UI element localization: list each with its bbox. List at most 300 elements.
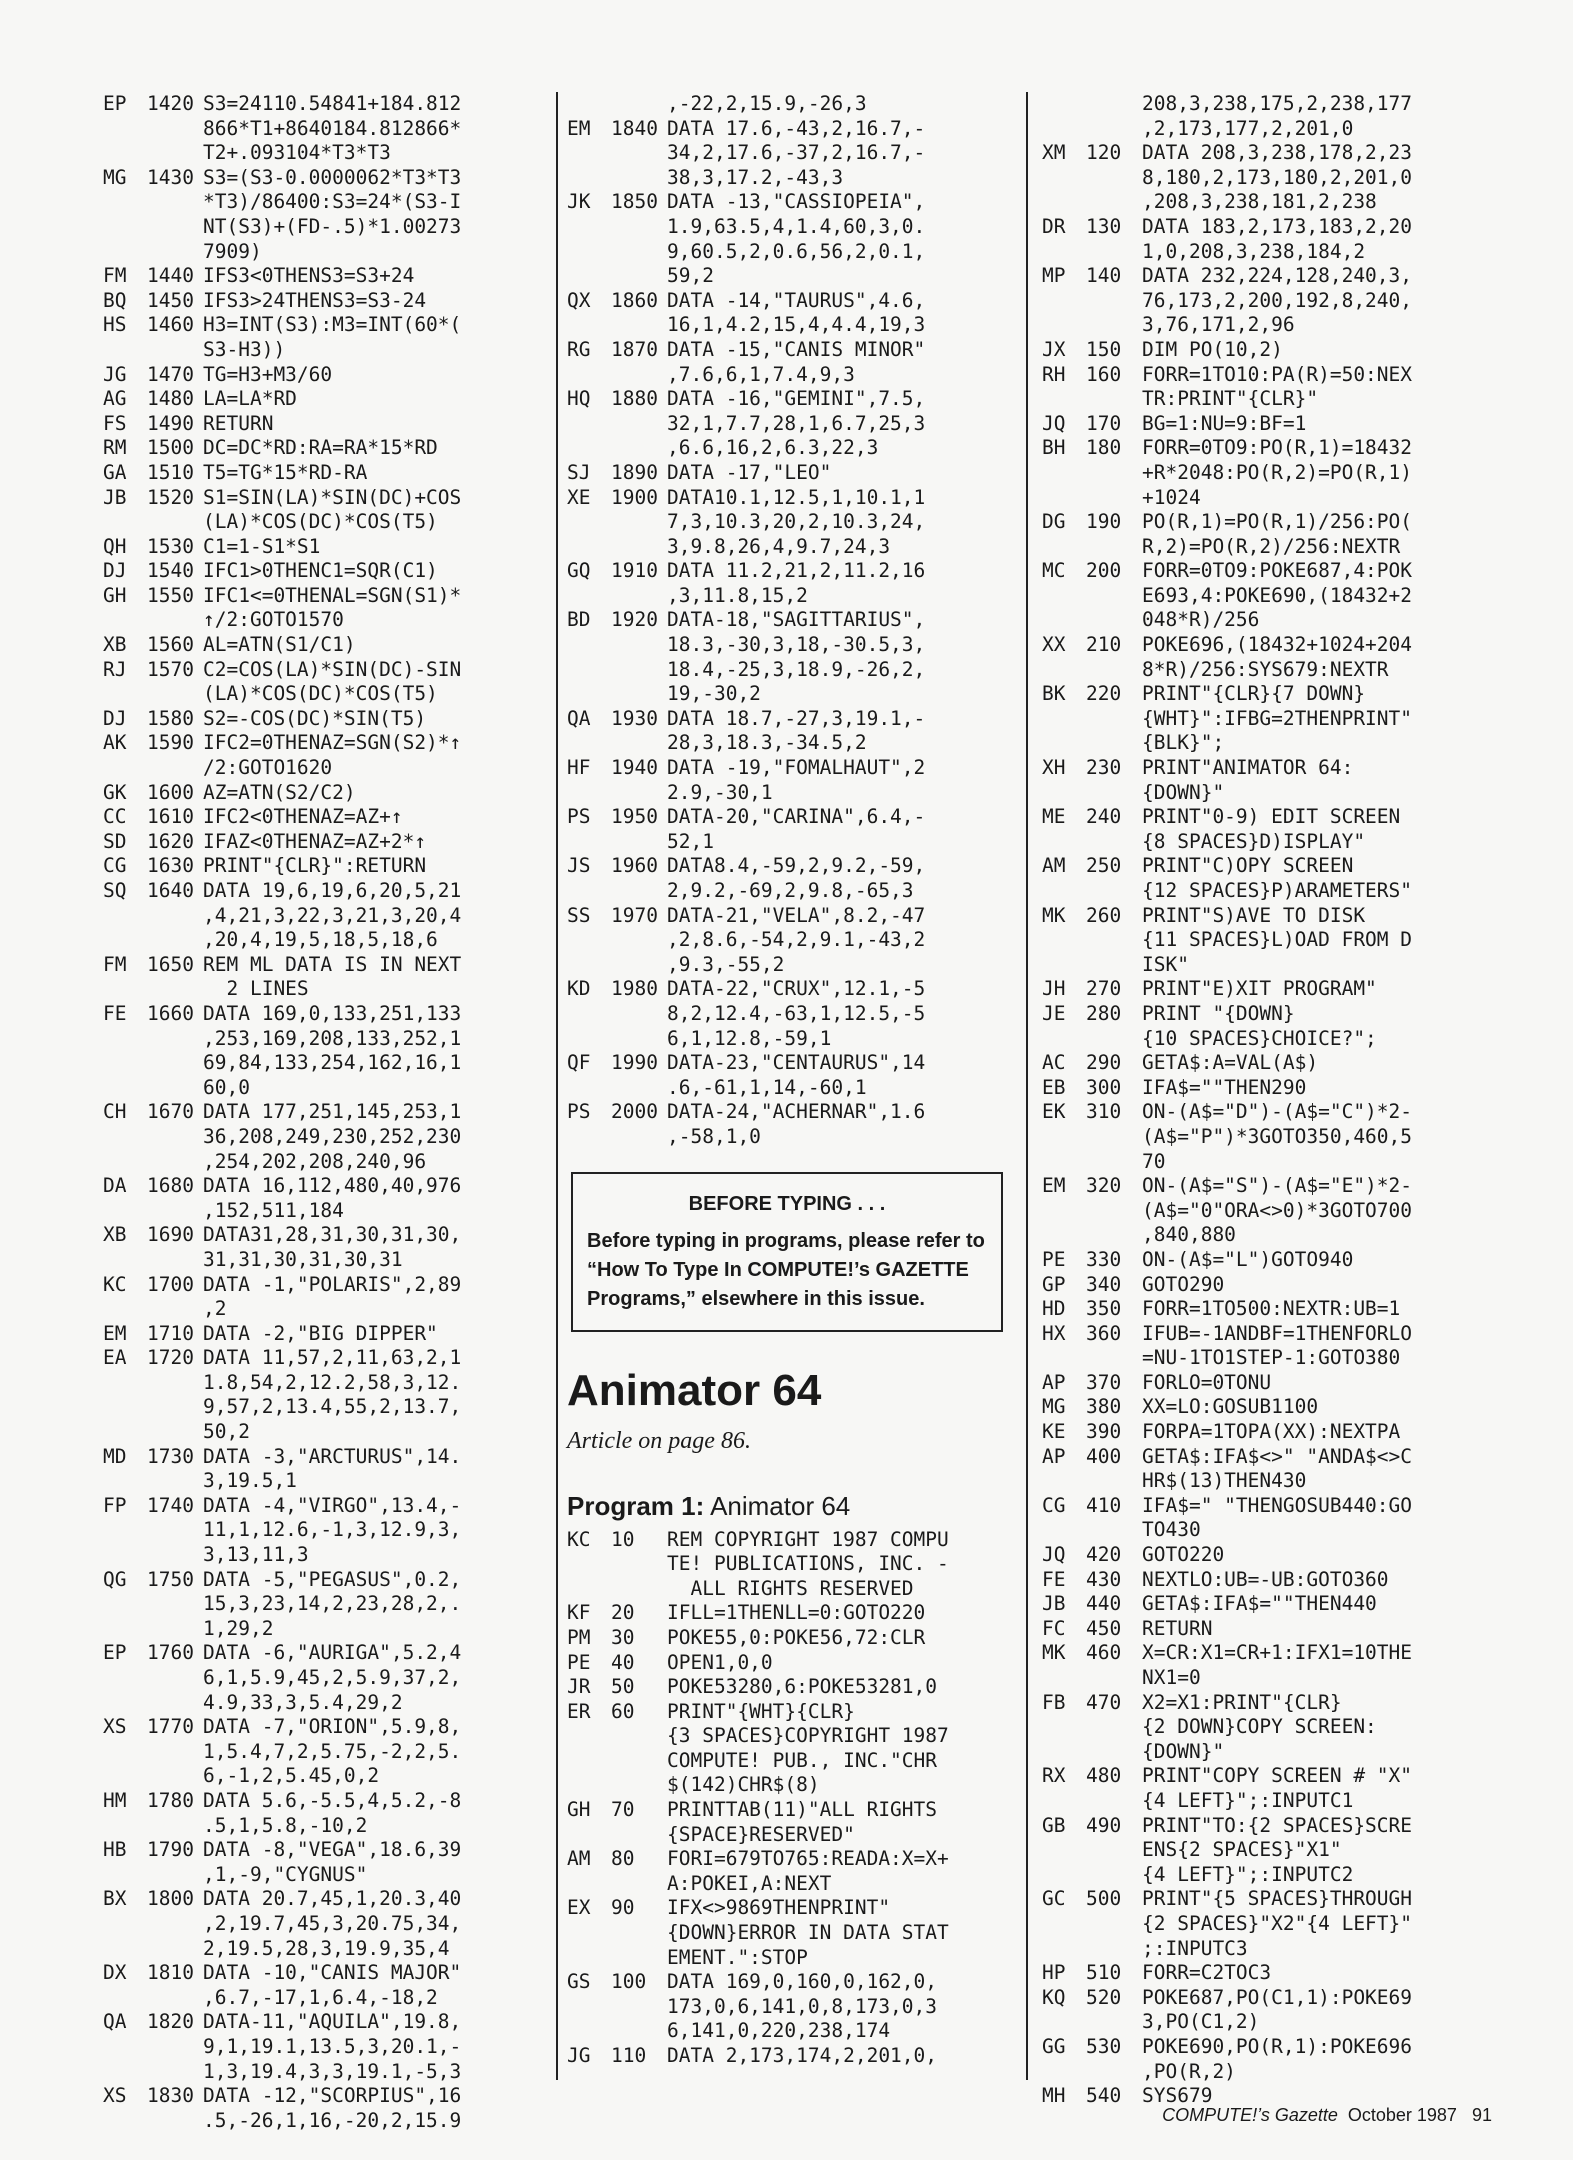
- code-line: [567, 141, 1012, 166]
- checksum: XX: [1042, 633, 1066, 657]
- code-line: [103, 1027, 548, 1052]
- line-number: [1086, 92, 1142, 117]
- code-line: [567, 2044, 1012, 2069]
- code-line: [1042, 633, 1487, 658]
- line-number: 1960: [611, 854, 658, 878]
- code-line: [567, 338, 1012, 363]
- code-line: [1042, 1100, 1487, 1125]
- line-number: [1086, 2010, 1142, 2035]
- code-line: [103, 240, 548, 265]
- checksum: [567, 1552, 611, 1577]
- checksum: [103, 1617, 147, 1642]
- line-number: [1086, 1937, 1142, 1962]
- line-number: [1086, 387, 1142, 412]
- code-line: [103, 584, 548, 609]
- code-line: [103, 1395, 548, 1420]
- code-text: S1=SIN(LA)*SIN(DC)+COS: [203, 485, 462, 509]
- checksum: [1042, 387, 1086, 412]
- line-number: [611, 264, 667, 289]
- code-text: TO430: [1142, 1518, 1201, 1542]
- code-text: 52,1: [667, 829, 714, 853]
- code-line: [1042, 1592, 1487, 1617]
- line-number: 1770: [147, 1715, 194, 1739]
- line-number: 150: [1086, 337, 1122, 361]
- code-text: PRINT"{CLR}{7 DOWN}: [1142, 682, 1366, 706]
- line-number: 400: [1086, 1444, 1122, 1468]
- code-text: DATA -12,"SCORPIUS",16: [203, 2084, 462, 2108]
- checksum: [103, 117, 147, 142]
- line-number: [611, 412, 667, 437]
- checksum: [1042, 1838, 1086, 1863]
- code-line: [1042, 1223, 1487, 1248]
- checksum: GA: [103, 460, 127, 484]
- code-text: X2=X1:PRINT"{CLR}: [1142, 1690, 1342, 1714]
- code-line: [567, 830, 1012, 855]
- checksum: [1042, 486, 1086, 511]
- code-text: {11 SPACES}L)OAD FROM D: [1142, 928, 1413, 952]
- line-number: 1500: [147, 436, 194, 460]
- checksum: KQ: [1042, 1985, 1066, 2009]
- checksum: [1042, 2060, 1086, 2085]
- line-number: [1086, 461, 1142, 486]
- code-text: 34,2,17.6,-37,2,16.7,-: [667, 141, 926, 165]
- code-text: 866*T1+8640184.812866*: [203, 116, 462, 140]
- code-text: PRINT"COPY SCREEN # "X": [1142, 1764, 1413, 1788]
- line-number: [1086, 731, 1142, 756]
- checksum: EX: [567, 1896, 591, 1920]
- code-line: [1042, 2010, 1487, 2035]
- code-text: DATA -8,"VEGA",18.6,39: [203, 1838, 462, 1862]
- code-text: POKE55,0:POKE56,72:CLR: [667, 1625, 926, 1649]
- code-line: [103, 1322, 548, 1347]
- line-number: [147, 338, 203, 363]
- code-text: PRINT"0-9) EDIT SCREEN: [1142, 805, 1401, 829]
- code-text: POKE690,PO(R,1):POKE696: [1142, 2034, 1413, 2058]
- code-line: [1042, 805, 1487, 830]
- code-text: ,6.7,-17,1,6.4,-18,2: [203, 1985, 438, 2009]
- code-line: [1042, 904, 1487, 929]
- line-number: 1630: [147, 854, 194, 878]
- checksum: XM: [1042, 141, 1066, 165]
- code-text: DATA 20.7,45,1,20.3,40: [203, 1887, 462, 1911]
- code-text: {10 SPACES}CHOICE?";: [1142, 1026, 1377, 1050]
- checksum: [1042, 608, 1086, 633]
- checksum: GS: [567, 1970, 591, 1994]
- code-text: ,2,173,177,2,201,0: [1142, 116, 1354, 140]
- code-line: [103, 215, 548, 240]
- line-number: 70: [611, 1798, 635, 1822]
- code-line: [1042, 289, 1487, 314]
- code-text: RETURN: [203, 411, 274, 435]
- code-line: [1042, 1174, 1487, 1199]
- code-text: DATA -1,"POLARIS",2,89: [203, 1272, 462, 1296]
- code-text: DATA-11,"AQUILA",19.8,: [203, 2010, 462, 2034]
- checksum: [103, 2109, 147, 2134]
- code-line: [103, 1912, 548, 1937]
- checksum: HB: [103, 1838, 127, 1862]
- line-number: [611, 1921, 667, 1946]
- code-text: NX1=0: [1142, 1666, 1201, 1689]
- code-text: DATA -2,"BIG DIPPER": [203, 1321, 438, 1345]
- line-number: [611, 1749, 667, 1774]
- code-line: [1042, 1125, 1487, 1150]
- checksum: JG: [103, 362, 127, 386]
- line-number: 20: [611, 1601, 635, 1625]
- code-line: [567, 387, 1012, 412]
- checksum: GQ: [567, 559, 591, 583]
- listing-column-1: [103, 92, 548, 2132]
- checksum: MC: [1042, 559, 1066, 583]
- line-number: 1990: [611, 1051, 658, 1075]
- checksum: GP: [1042, 1272, 1066, 1296]
- code-line: [567, 977, 1012, 1002]
- code-line: [1042, 313, 1487, 338]
- checksum: EM: [1042, 1174, 1066, 1198]
- code-line: [103, 1346, 548, 1371]
- line-number: 420: [1086, 1543, 1122, 1567]
- code-line: [567, 756, 1012, 781]
- column-rule-2: [1026, 92, 1028, 2080]
- code-text: FORR=C2TOC3: [1142, 1961, 1272, 1985]
- code-line: [567, 1970, 1012, 1995]
- code-line: [567, 658, 1012, 683]
- code-line: [567, 412, 1012, 437]
- code-text: 59,2: [667, 264, 714, 288]
- line-number: [611, 1002, 667, 1027]
- checksum: [103, 1592, 147, 1617]
- checksum: JQ: [1042, 411, 1066, 435]
- checksum: JS: [567, 854, 591, 878]
- line-number: 220: [1086, 682, 1122, 706]
- code-text: DATA -13,"CASSIOPEIA",: [667, 190, 926, 214]
- checksum: JX: [1042, 337, 1066, 361]
- code-text: 6,1,5.9,45,2,5.9,37,2,: [203, 1666, 462, 1689]
- line-number: 510: [1086, 1961, 1122, 1985]
- checksum: [567, 1002, 611, 1027]
- line-number: 390: [1086, 1420, 1122, 1444]
- checksum: [103, 1420, 147, 1445]
- checksum: [103, 1740, 147, 1765]
- checksum: FS: [103, 411, 127, 435]
- line-number: [611, 830, 667, 855]
- checksum: [103, 1199, 147, 1224]
- code-line: [567, 1002, 1012, 1027]
- checksum: [103, 338, 147, 363]
- code-text: ON-(A$="D")-(A$="C")*2-: [1142, 1100, 1413, 1124]
- line-number: 1530: [147, 534, 194, 558]
- code-line: [103, 313, 548, 338]
- checksum: EA: [103, 1346, 127, 1370]
- code-text: 3,9.8,26,4,9.7,24,3: [667, 534, 891, 558]
- code-text: 1.9,63.5,4,1.4,60,3,0.: [667, 214, 926, 238]
- code-line: [567, 486, 1012, 511]
- checksum: [567, 584, 611, 609]
- checksum: [1042, 1150, 1086, 1175]
- line-number: [1086, 1346, 1142, 1371]
- checksum: [567, 412, 611, 437]
- code-text: PRINT "{DOWN}: [1142, 1001, 1295, 1025]
- code-text: PRINT"S)AVE TO DISK: [1142, 903, 1366, 927]
- code-text: DC=DC*RD:RA=RA*15*RD: [203, 436, 438, 460]
- line-number: [611, 510, 667, 535]
- code-line: [1042, 510, 1487, 535]
- code-line: [1042, 215, 1487, 240]
- notice-title: BEFORE TYPING . . .: [688, 1192, 886, 1215]
- page-footer: [1162, 2105, 1492, 2126]
- line-number: 1720: [147, 1346, 194, 1370]
- code-text: TR:PRINT"{CLR}": [1142, 387, 1319, 411]
- checksum: [1042, 658, 1086, 683]
- code-text: DATA -7,"ORION",5.9,8,: [203, 1715, 462, 1739]
- code-text: IFS3<0THENS3=S3+24: [203, 264, 415, 288]
- line-number: 490: [1086, 1813, 1122, 1837]
- code-line: [567, 854, 1012, 879]
- line-number: 1580: [147, 706, 194, 730]
- code-line: [103, 1248, 548, 1273]
- line-number: [1086, 1150, 1142, 1175]
- line-number: [1086, 1715, 1142, 1740]
- line-number: [611, 141, 667, 166]
- code-text: S3=24110.54841+184.812: [203, 92, 462, 115]
- code-line: [567, 535, 1012, 560]
- checksum: KE: [1042, 1420, 1066, 1444]
- code-line: [1042, 953, 1487, 978]
- program-name: Animator 64: [710, 1490, 851, 1521]
- code-text: DATA-21,"VELA",8.2,-47: [667, 903, 926, 927]
- code-text: 1,3,19.4,3,3,19.1,-5,3: [203, 2059, 462, 2083]
- code-text: FORR=0TO9:POKE687,4:POK: [1142, 559, 1413, 583]
- checksum: DJ: [103, 559, 127, 583]
- checksum: [103, 215, 147, 240]
- line-number: 470: [1086, 1690, 1122, 1714]
- line-number: 170: [1086, 411, 1122, 435]
- code-text: ↑/2:GOTO1570: [203, 608, 344, 632]
- line-number: [1086, 166, 1142, 191]
- code-text: REM COPYRIGHT 1987 COMPU: [667, 1527, 949, 1551]
- line-number: 1900: [611, 485, 658, 509]
- line-number: 250: [1086, 854, 1122, 878]
- checksum: PM: [567, 1625, 591, 1649]
- checksum: XS: [103, 1715, 127, 1739]
- line-number: [1086, 1469, 1142, 1494]
- code-text: 3,PO(C1,2): [1142, 2010, 1260, 2034]
- line-number: [611, 436, 667, 461]
- line-number: 230: [1086, 756, 1122, 780]
- line-number: [1086, 2060, 1142, 2085]
- code-line: [103, 363, 548, 388]
- code-line: [103, 756, 548, 781]
- checksum: RM: [103, 436, 127, 460]
- code-text: PRINT"{CLR}":RETURN: [203, 854, 427, 878]
- code-line: [1042, 363, 1487, 388]
- checksum: [1042, 1346, 1086, 1371]
- code-text: ,253,169,208,133,252,1: [203, 1026, 462, 1050]
- line-number: [147, 1518, 203, 1543]
- line-number: 100: [611, 1970, 647, 1994]
- notice-body: Before typing in programs, please refer to “How To Type In COMPUTE!’s GAZETTE Programs,” elsewhere in this issue.: [587, 1229, 985, 1310]
- checksum: [567, 633, 611, 658]
- line-number: [147, 1617, 203, 1642]
- program-heading: [567, 1491, 1012, 1522]
- line-number: [147, 1297, 203, 1322]
- code-text: 208,3,238,175,2,238,177: [1142, 92, 1413, 115]
- code-text: GOTO290: [1142, 1272, 1225, 1296]
- checksum: JK: [567, 190, 591, 214]
- checksum: [567, 166, 611, 191]
- line-number: 520: [1086, 1985, 1122, 2009]
- code-line: [1042, 1617, 1487, 1642]
- code-text: ,-58,1,0: [667, 1124, 761, 1148]
- line-number: 1520: [147, 485, 194, 509]
- checksum: [567, 313, 611, 338]
- code-line: [1042, 461, 1487, 486]
- code-text: 3,76,171,2,96: [1142, 313, 1295, 337]
- line-number: 500: [1086, 1887, 1122, 1911]
- checksum: MP: [1042, 264, 1066, 288]
- checksum: FE: [1042, 1567, 1066, 1591]
- code-text: OPEN1,0,0: [667, 1650, 773, 1674]
- line-number: 1690: [147, 1223, 194, 1247]
- code-text: A:POKEI,A:NEXT: [667, 1871, 832, 1895]
- listing-column-3: [1042, 92, 1487, 2108]
- code-text: HR$(13)THEN430: [1142, 1469, 1307, 1493]
- code-text: IFA$=""THEN290: [1142, 1075, 1307, 1099]
- line-number: [611, 1577, 667, 1602]
- checksum: BK: [1042, 682, 1066, 706]
- code-text: DATA -15,"CANIS MINOR": [667, 337, 926, 361]
- checksum: JB: [103, 485, 127, 509]
- line-number: [147, 1740, 203, 1765]
- code-line: [103, 1051, 548, 1076]
- checksum: FB: [1042, 1690, 1066, 1714]
- line-number: 270: [1086, 977, 1122, 1001]
- code-text: TE! PUBLICATIONS, INC. -: [667, 1552, 949, 1576]
- checksum: [1042, 1125, 1086, 1150]
- line-number: [611, 658, 667, 683]
- line-number: 1420: [147, 92, 194, 115]
- line-number: [147, 1764, 203, 1789]
- code-text: 2,19.5,28,3,19.9,35,4: [203, 1936, 450, 1960]
- code-line: [103, 1666, 548, 1691]
- checksum: BD: [567, 608, 591, 632]
- code-line: [567, 264, 1012, 289]
- code-text: ENS{2 SPACES}"X1": [1142, 1838, 1342, 1862]
- page-number: 91: [1471, 2105, 1492, 2125]
- code-line: [1042, 781, 1487, 806]
- checksum: ER: [567, 1699, 591, 1723]
- checksum: [1042, 1789, 1086, 1814]
- checksum: [567, 363, 611, 388]
- code-line: [567, 510, 1012, 535]
- code-line: [103, 731, 548, 756]
- line-number: [611, 1552, 667, 1577]
- code-line: [1042, 1666, 1487, 1691]
- line-number: 1430: [147, 165, 194, 189]
- line-number: 80: [611, 1847, 635, 1871]
- code-line: [1042, 1445, 1487, 1470]
- code-line: [567, 1125, 1012, 1150]
- code-line: [1042, 1961, 1487, 1986]
- code-text: POKE687,PO(C1,1):POKE69: [1142, 1985, 1413, 2009]
- checksum: [103, 1691, 147, 1716]
- code-text: DATA 18.7,-27,3,19.1,-: [667, 706, 926, 730]
- code-text: 18.3,-30,3,18,-30.5,3,: [667, 633, 926, 657]
- line-number: [611, 166, 667, 191]
- code-text: 1,29,2: [203, 1616, 274, 1640]
- line-number: [147, 1125, 203, 1150]
- code-line: [103, 461, 548, 486]
- code-text: ,840,880: [1142, 1223, 1236, 1247]
- line-number: [1086, 240, 1142, 265]
- code-text: 2 LINES: [203, 977, 309, 1001]
- code-line: [567, 633, 1012, 658]
- code-line: [567, 166, 1012, 191]
- checksum: EM: [103, 1321, 127, 1345]
- code-text: 173,0,6,141,0,8,173,0,3: [667, 1994, 938, 2018]
- checksum: [103, 1518, 147, 1543]
- checksum: [567, 510, 611, 535]
- line-number: 1850: [611, 190, 658, 214]
- article-subtitle: Article on page 86.: [567, 1427, 751, 1454]
- code-text: PRINT"{5 SPACES}THROUGH: [1142, 1887, 1413, 1911]
- checksum: [1042, 1469, 1086, 1494]
- checksum: AG: [103, 387, 127, 411]
- line-number: 1910: [611, 559, 658, 583]
- checksum: [567, 264, 611, 289]
- line-number: 410: [1086, 1493, 1122, 1517]
- line-number: [147, 1912, 203, 1937]
- checksum: KC: [567, 1527, 591, 1551]
- code-text: POKE696,(18432+1024+204: [1142, 633, 1413, 657]
- code-text: H3=INT(S3):M3=INT(60*(: [203, 313, 462, 337]
- line-number: [611, 1872, 667, 1897]
- checksum: CH: [103, 1100, 127, 1124]
- code-line: [1042, 1838, 1487, 1863]
- code-line: [1042, 2060, 1487, 2085]
- checksum: [567, 1749, 611, 1774]
- line-number: [147, 240, 203, 265]
- code-text: DATA 5.6,-5.5,4,5.2,-8: [203, 1788, 462, 1812]
- code-text: .5,-26,1,16,-20,2,15.9: [203, 2108, 462, 2132]
- code-line: [103, 682, 548, 707]
- code-text: 60,0: [203, 1075, 250, 1099]
- code-text: DATA -5,"PEGASUS",0.2,: [203, 1567, 462, 1591]
- code-text: 7909): [203, 239, 262, 263]
- issue-date: October 1987: [1347, 2105, 1457, 2125]
- code-text: ON-(A$="S")-(A$="E")*2-: [1142, 1174, 1413, 1198]
- code-line: [103, 1543, 548, 1568]
- code-line: [103, 805, 548, 830]
- code-line: [103, 190, 548, 215]
- code-text: DATA -4,"VIRGO",13.4,-: [203, 1493, 462, 1517]
- line-number: [611, 953, 667, 978]
- line-number: 1590: [147, 731, 194, 755]
- code-line: [567, 707, 1012, 732]
- code-line: [103, 1494, 548, 1519]
- code-text: IFC2<0THENAZ=AZ+↑: [203, 805, 403, 829]
- checksum: HD: [1042, 1297, 1066, 1321]
- line-number: [147, 2109, 203, 2134]
- checksum: [567, 1872, 611, 1897]
- code-text: IFA$=" "THENGOSUB440:GO: [1142, 1493, 1413, 1517]
- code-line: [1042, 412, 1487, 437]
- checksum: EK: [1042, 1100, 1066, 1124]
- checksum: QH: [103, 534, 127, 558]
- code-line: [103, 1641, 548, 1666]
- line-number: 1620: [147, 829, 194, 853]
- line-number: 1800: [147, 1887, 194, 1911]
- line-number: 430: [1086, 1567, 1122, 1591]
